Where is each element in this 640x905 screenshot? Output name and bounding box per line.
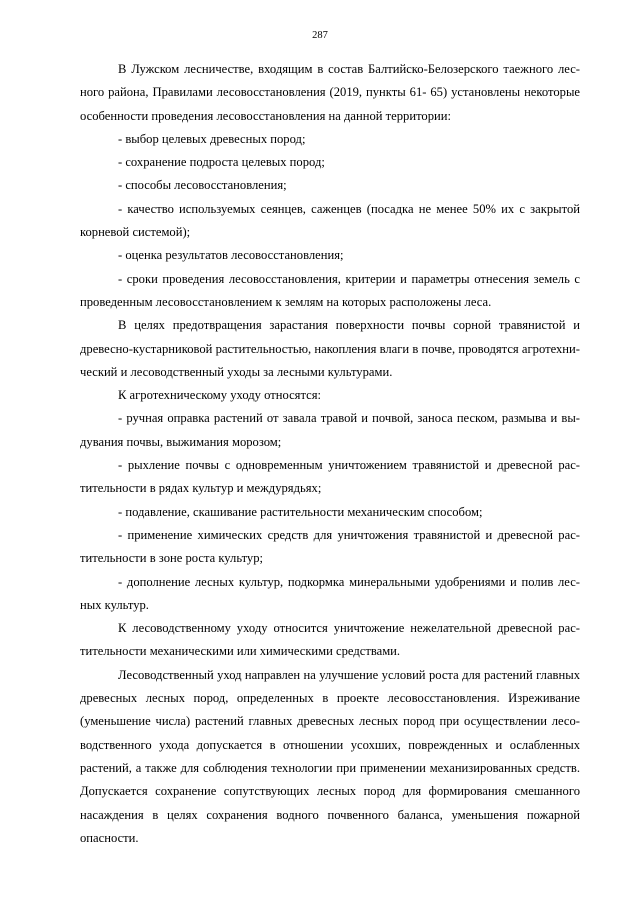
list-item: - оценка результатов лесовосстановления;	[118, 248, 344, 263]
page-number: 287	[312, 30, 328, 41]
list-item: - применение химических средств для уничтожения травянистой и древесной растительности в зоне роста культур;	[80, 527, 580, 566]
list-item: - качество используемых сеянцев, саженцев (посадка не менее 50% их с закрытой корневой системой);	[80, 201, 580, 240]
list-item: - выбор целевых древесных пород;	[118, 131, 306, 146]
list-item: - рыхление почвы с одновременным уничтожением травянистой и древесной растительности в рядах культур и междурядьях;	[80, 458, 580, 496]
list-item: - подавление, скашивание растительности механическим способом;	[118, 504, 483, 519]
paragraph: В целях предотвращения зарастания поверхности почвы сорной травянистой и древесно-кустарниковой растительностью, накопления влаги в почве, проводятся агротехнический и лесоводственный уходы за лесными культурами.	[80, 318, 580, 379]
paragraph: К лесоводственному уходу относится уничтожение нежелательной древесной растительности механическими или химическими средствами.	[80, 621, 580, 659]
paragraph: Лесоводственный уход направлен на улучшение условий роста для растений главных древесных лесных пород, определенных в проекте лесовосстановления. Изреживание (уменьшение числа) растений главных древесных лесных пород при осуществлении лесоводственного ухода допускается в отношении усохших, поврежденных и ослабленных растений, а также для соблюдения технологии при применении механизированных средств. Допускается сохранение сопутствующих лесных пород для формирования смешанного насаждения в целях сохранения водного почвенного баланса, уменьшения пожарной опасности.	[80, 667, 580, 845]
list-item: - сроки проведения лесовосстановления, критерии и параметры отнесения земель с проведенным лесовосстановлением к землям на которых расположены леса.	[80, 271, 580, 309]
list-item: - дополнение лесных культур, подкормка минеральными удобрениями и полив лесных культур.	[80, 574, 580, 612]
paragraph: К агротехническому уходу относятся:	[118, 388, 322, 403]
paragraph: В Лужском лесничестве, входящим в состав Балтийско-Белозерского таежного лесного района, Правилами лесовосстановления (2019, пункты 61- 65) установлены некоторые особенности проведения лесовосстановления на данной территории:	[80, 62, 580, 123]
list-item: - способы лесовосстановления;	[118, 178, 287, 193]
list-item: - ручная оправка растений от завала травой и почвой, заноса песком, размыва и выдувания почвы, выжимания морозом;	[80, 411, 580, 449]
body-text	[80, 58, 580, 850]
list-item: - сохранение подроста целевых пород;	[118, 155, 325, 170]
